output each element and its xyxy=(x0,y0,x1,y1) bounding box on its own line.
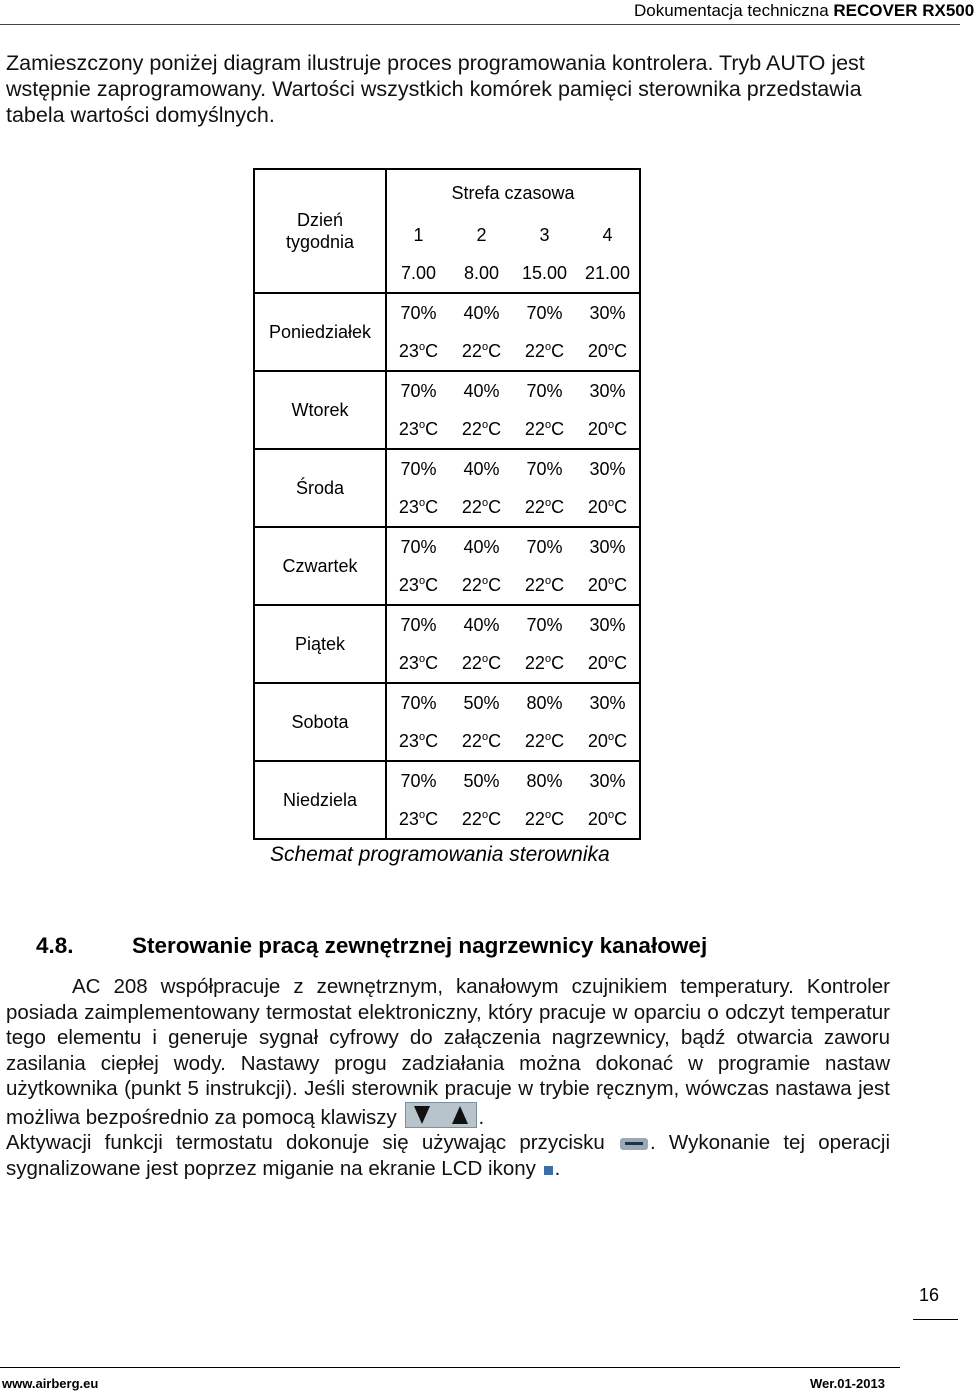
temperature-number: 22 xyxy=(524,496,545,517)
fan-percent-value: 30% xyxy=(589,536,626,557)
degree-sign: o xyxy=(544,418,552,431)
zone-number: 1 xyxy=(413,224,424,245)
footer-divider xyxy=(0,1367,900,1368)
down-arrow-icon xyxy=(414,1106,430,1124)
temperature-value xyxy=(387,419,450,440)
fan-percent-value: 70% xyxy=(526,302,563,323)
temperature-number: 22 xyxy=(461,652,482,673)
temperature-unit: C xyxy=(551,340,565,361)
fan-percent-value: 30% xyxy=(589,692,626,713)
day-name: Niedziela xyxy=(254,761,386,839)
degree-sign: o xyxy=(418,496,426,509)
up-arrow-icon xyxy=(452,1106,468,1124)
degree-sign: o xyxy=(544,340,552,353)
body-text-2: Aktywacji funkcji termostatu dokonuje się używając przycisku xyxy=(6,1131,605,1154)
temperature-value xyxy=(387,575,450,596)
fan-percent-value: 70% xyxy=(526,458,563,479)
temperature-unit: C xyxy=(614,496,628,517)
temperature-number: 22 xyxy=(461,808,482,829)
section-heading xyxy=(36,933,707,959)
degree-sign: o xyxy=(418,574,426,587)
intro-paragraph: Zamieszczony poniżej diagram ilustruje proces programowania kontrolera. Tryb AUTO jest wstępnie zaprogramowany. Wartości wszystkich komórek pamięci sterownika przedstawia tabela wartości domyślnych. xyxy=(6,51,865,127)
thermostat-button-icon xyxy=(620,1138,648,1150)
day-name: Środa xyxy=(254,449,386,527)
temperature-value xyxy=(576,419,639,440)
degree-sign: o xyxy=(481,808,489,821)
temperature-unit: C xyxy=(614,574,628,595)
fan-percent-value: 70% xyxy=(526,380,563,401)
fan-percent-value: 30% xyxy=(589,614,626,635)
degree-sign: o xyxy=(418,340,426,353)
temperature-unit: C xyxy=(551,574,565,595)
temperature-value xyxy=(450,653,513,674)
temperature-unit: C xyxy=(425,496,439,517)
fan-percent-value: 70% xyxy=(400,458,437,479)
zone-start-time: 7.00 xyxy=(400,262,437,283)
temperature-unit: C xyxy=(425,808,439,829)
temperature-value xyxy=(513,809,576,830)
temperature-unit: C xyxy=(488,418,502,439)
temperature-value xyxy=(513,575,576,596)
degree-sign: o xyxy=(607,340,615,353)
temperature-value xyxy=(450,575,513,596)
body-paragraph-2 xyxy=(6,1130,890,1181)
degree-sign: o xyxy=(481,730,489,743)
body-text-2-final: . xyxy=(554,1156,561,1180)
degree-sign: o xyxy=(481,652,489,665)
day-row xyxy=(254,683,640,761)
temperature-unit: C xyxy=(488,652,502,673)
temperature-number: 22 xyxy=(461,496,482,517)
degree-sign: o xyxy=(544,652,552,665)
temperature-value xyxy=(513,341,576,362)
day-values-cell xyxy=(386,449,640,527)
day-name: Czwartek xyxy=(254,527,386,605)
temperature-unit: C xyxy=(614,652,628,673)
temperature-unit: C xyxy=(551,496,565,517)
temperature-number: 20 xyxy=(587,574,608,595)
degree-sign: o xyxy=(418,652,426,665)
zone-header-cell xyxy=(386,169,640,293)
temperature-number: 22 xyxy=(524,574,545,595)
body-paragraph-1 xyxy=(6,974,890,1130)
temperature-value xyxy=(450,497,513,518)
degree-sign: o xyxy=(607,730,615,743)
day-row xyxy=(254,371,640,449)
temperature-value xyxy=(450,731,513,752)
temperature-number: 20 xyxy=(587,652,608,673)
temperature-value xyxy=(387,809,450,830)
default-schedule-table xyxy=(253,168,641,840)
temperature-number: 23 xyxy=(398,808,419,829)
page-header xyxy=(634,1,974,21)
temperature-number: 22 xyxy=(524,418,545,439)
fan-percent-value: 70% xyxy=(400,302,437,323)
arrow-keys-icon xyxy=(405,1102,477,1128)
temperature-number: 23 xyxy=(398,340,419,361)
temperature-unit: C xyxy=(614,730,628,751)
body-text-1-end: . xyxy=(478,1105,485,1129)
day-values-cell xyxy=(386,527,640,605)
fan-percent-value: 70% xyxy=(526,536,563,557)
day-name: Poniedziałek xyxy=(254,293,386,371)
temperature-number: 22 xyxy=(461,730,482,751)
zone-start-time: 8.00 xyxy=(463,262,500,283)
temperature-number: 22 xyxy=(461,340,482,361)
zone-number: 4 xyxy=(602,224,613,245)
day-values-cell xyxy=(386,683,640,761)
day-row xyxy=(254,761,640,839)
temperature-value xyxy=(576,653,639,674)
day-header-cell xyxy=(254,169,386,293)
temperature-value xyxy=(450,419,513,440)
temperature-number: 20 xyxy=(587,808,608,829)
temperature-value xyxy=(387,341,450,362)
degree-sign: o xyxy=(481,574,489,587)
temperature-value xyxy=(513,419,576,440)
day-row xyxy=(254,527,640,605)
fan-percent-value: 40% xyxy=(463,302,500,323)
temperature-value xyxy=(576,575,639,596)
degree-sign: o xyxy=(544,574,552,587)
table-header-row xyxy=(254,169,640,293)
day-name: Wtorek xyxy=(254,371,386,449)
footer-website: www.airberg.eu xyxy=(2,1376,99,1391)
day-values-cell xyxy=(386,605,640,683)
fan-percent-value: 80% xyxy=(526,692,563,713)
fan-percent-value: 50% xyxy=(463,770,500,791)
temperature-unit: C xyxy=(425,730,439,751)
zone-start-time: 21.00 xyxy=(584,262,631,283)
temperature-unit: C xyxy=(551,808,565,829)
fan-percent-value: 30% xyxy=(589,458,626,479)
fan-percent-value: 70% xyxy=(400,614,437,635)
zone-number: 3 xyxy=(539,224,550,245)
temperature-number: 23 xyxy=(398,574,419,595)
degree-sign: o xyxy=(607,496,615,509)
temperature-number: 20 xyxy=(587,340,608,361)
temperature-value xyxy=(387,497,450,518)
zone-number: 2 xyxy=(476,224,487,245)
lcd-indicator-icon xyxy=(544,1166,553,1175)
section-body xyxy=(6,974,890,1181)
temperature-unit: C xyxy=(551,418,565,439)
fan-percent-value: 50% xyxy=(463,692,500,713)
temperature-value xyxy=(513,731,576,752)
day-values-cell xyxy=(386,293,640,371)
temperature-number: 22 xyxy=(524,730,545,751)
temperature-number: 20 xyxy=(587,496,608,517)
temperature-unit: C xyxy=(488,808,502,829)
day-header-label: Dzień tygodnia xyxy=(285,210,355,252)
temperature-unit: C xyxy=(425,418,439,439)
temperature-unit: C xyxy=(614,340,628,361)
temperature-value xyxy=(513,653,576,674)
fan-percent-value: 30% xyxy=(589,380,626,401)
header-divider xyxy=(0,24,960,25)
temperature-value xyxy=(387,653,450,674)
temperature-value xyxy=(387,731,450,752)
temperature-unit: C xyxy=(488,340,502,361)
temperature-unit: C xyxy=(614,418,628,439)
temperature-number: 20 xyxy=(587,418,608,439)
footer-version: Wer.01-2013 xyxy=(810,1376,885,1391)
temperature-number: 22 xyxy=(524,652,545,673)
day-row xyxy=(254,449,640,527)
fan-percent-value: 40% xyxy=(463,458,500,479)
degree-sign: o xyxy=(544,496,552,509)
temperature-value xyxy=(576,497,639,518)
day-name: Piątek xyxy=(254,605,386,683)
temperature-unit: C xyxy=(551,730,565,751)
temperature-unit: C xyxy=(551,652,565,673)
degree-sign: o xyxy=(481,340,489,353)
fan-percent-value: 70% xyxy=(400,380,437,401)
degree-sign: o xyxy=(544,730,552,743)
degree-sign: o xyxy=(418,808,426,821)
table-caption: Schemat programowania sterownika xyxy=(270,843,610,866)
temperature-number: 23 xyxy=(398,652,419,673)
temperature-number: 23 xyxy=(398,418,419,439)
fan-percent-value: 70% xyxy=(400,770,437,791)
section-title: Sterowanie pracą zewnętrznej nagrzewnicy kanałowej xyxy=(132,933,708,958)
fan-percent-value: 40% xyxy=(463,380,500,401)
header-prefix: Dokumentacja techniczna xyxy=(634,1,829,20)
page-number: 16 xyxy=(919,1285,940,1305)
temperature-number: 23 xyxy=(398,730,419,751)
temperature-number: 22 xyxy=(461,574,482,595)
fan-percent-value: 80% xyxy=(526,770,563,791)
page-number-rule xyxy=(913,1319,958,1320)
degree-sign: o xyxy=(481,496,489,509)
temperature-value xyxy=(576,731,639,752)
fan-percent-value: 40% xyxy=(463,614,500,635)
temperature-number: 23 xyxy=(398,496,419,517)
temperature-number: 22 xyxy=(524,340,545,361)
temperature-unit: C xyxy=(488,574,502,595)
temperature-unit: C xyxy=(425,652,439,673)
fan-percent-value: 30% xyxy=(589,302,626,323)
fan-percent-value: 30% xyxy=(589,770,626,791)
fan-percent-value: 70% xyxy=(526,614,563,635)
temperature-unit: C xyxy=(425,574,439,595)
day-values-cell xyxy=(386,371,640,449)
degree-sign: o xyxy=(607,418,615,431)
header-brand: RECOVER RX500 xyxy=(833,1,974,20)
temperature-unit: C xyxy=(488,496,502,517)
temperature-unit: C xyxy=(425,340,439,361)
section-number: 4.8. xyxy=(36,933,74,958)
temperature-unit: C xyxy=(614,808,628,829)
day-values-cell xyxy=(386,761,640,839)
fan-percent-value: 70% xyxy=(400,536,437,557)
body-text-1: AC 208 współpracuje z zewnętrznym, kanałowym czujnikiem temperatury. Kontroler posiada zaimplementowany termostat elektroniczny, który pracuje w oparciu o odczyt temperatur tego elementu i generuje sygnał cyfrowy do załączenia nagrzewnicy, bądź otwarcia zaworu zasilania ciepłej wody. Nastawy progu zadziałania można dokonać w programie nastaw użytkownika (punkt 5 instrukcji). Jeśli sterownik pracuje w trybie ręcznym, wówczas nastawa jest możliwa bezpośrednio za pomocą klawiszy xyxy=(6,975,890,1129)
degree-sign: o xyxy=(481,418,489,431)
zone-header-label: Strefa czasowa xyxy=(451,182,575,203)
fan-percent-value: 70% xyxy=(400,692,437,713)
degree-sign: o xyxy=(544,808,552,821)
temperature-value xyxy=(450,809,513,830)
temperature-value xyxy=(450,341,513,362)
temperature-unit: C xyxy=(488,730,502,751)
degree-sign: o xyxy=(607,652,615,665)
body-text-2-end: . Wykonanie tej operacji sygnalizowane jest poprzez miganie na ekranie LCD ikony xyxy=(6,1131,891,1180)
degree-sign: o xyxy=(607,808,615,821)
day-row xyxy=(254,605,640,683)
temperature-value xyxy=(513,497,576,518)
temperature-number: 20 xyxy=(587,730,608,751)
day-name: Sobota xyxy=(254,683,386,761)
fan-percent-value: 40% xyxy=(463,536,500,557)
day-row xyxy=(254,293,640,371)
temperature-number: 22 xyxy=(524,808,545,829)
degree-sign: o xyxy=(418,418,426,431)
temperature-number: 22 xyxy=(461,418,482,439)
zone-start-time: 15.00 xyxy=(521,262,568,283)
degree-sign: o xyxy=(607,574,615,587)
temperature-value xyxy=(576,341,639,362)
degree-sign: o xyxy=(418,730,426,743)
temperature-value xyxy=(576,809,639,830)
